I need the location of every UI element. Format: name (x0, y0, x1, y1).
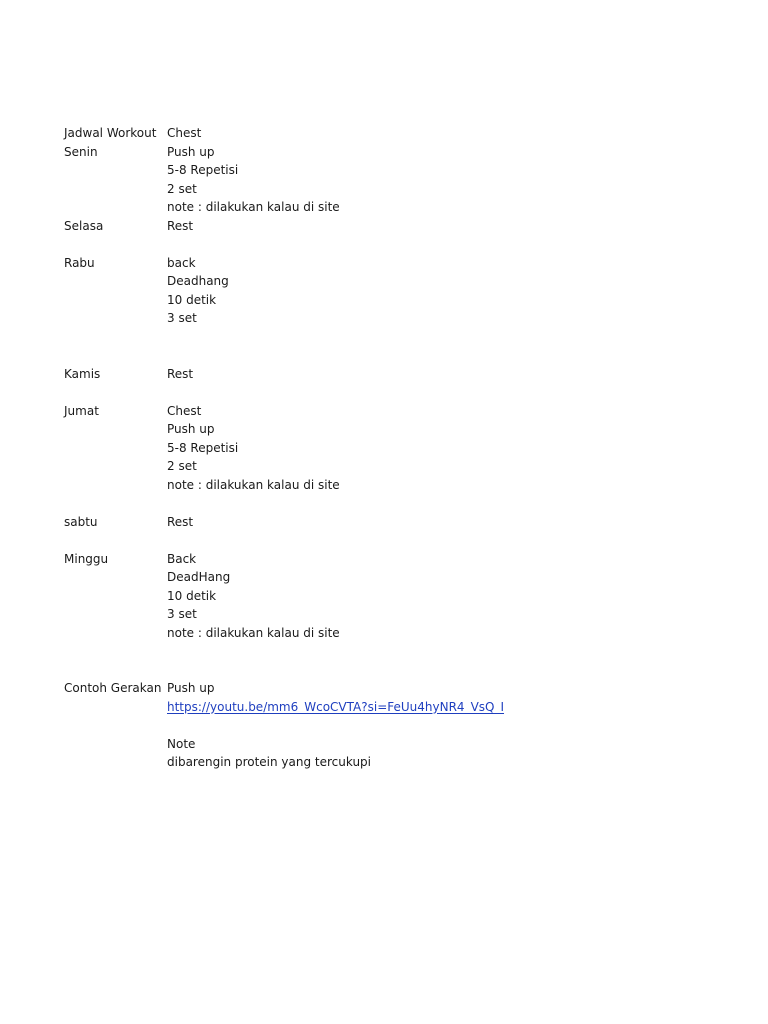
schedule-row (64, 568, 704, 587)
day-cell: Contoh Gerakan (64, 681, 162, 695)
activity-cell: Chest (167, 403, 202, 418)
day-cell: Jadwal Workout (64, 126, 157, 140)
schedule-row (64, 716, 704, 735)
schedule-row (64, 328, 704, 347)
activity-cell: 10 detik (167, 292, 217, 307)
schedule-row (64, 494, 704, 513)
activity-cell: Rest (167, 514, 194, 529)
schedule-row (64, 661, 704, 680)
schedule-row (64, 420, 704, 439)
schedule-row (64, 439, 704, 458)
schedule-row (64, 143, 704, 162)
activity-cell: DeadHang (167, 570, 231, 584)
day-cell: Senin (64, 144, 98, 159)
schedule-row (64, 309, 704, 328)
schedule-row (64, 550, 704, 569)
day-cell: Kamis (64, 366, 101, 381)
schedule-row (64, 587, 704, 606)
activity-cell: 5-8 Repetisi (167, 163, 239, 177)
activity-cell: note : dilakukan kalau di site (167, 625, 340, 640)
schedule-row (64, 291, 704, 310)
schedule-row (64, 698, 704, 717)
day-cell: Rabu (64, 255, 95, 270)
activity-cell: note : dilakukan kalau di site (167, 200, 340, 214)
schedule-row (64, 605, 704, 624)
activity-cell: Push up (167, 422, 215, 436)
activity-cell: Push up (167, 144, 215, 159)
schedule-row (64, 217, 704, 236)
activity-cell: 2 set (167, 181, 197, 196)
activity-cell: 5-8 Repetisi (167, 440, 239, 455)
schedule-row (64, 124, 704, 143)
schedule-row (64, 531, 704, 550)
schedule-row (64, 476, 704, 495)
schedule-row (64, 642, 704, 661)
activity-cell: dibarengin protein yang tercukupi (167, 755, 372, 769)
schedule-row (64, 402, 704, 421)
activity-cell: Rest (167, 366, 194, 381)
activity-cell: note : dilakukan kalau di site (167, 477, 340, 492)
activity-cell: Deadhang (167, 274, 229, 288)
schedule-row (64, 457, 704, 476)
schedule-row (64, 679, 704, 698)
video-link[interactable]: https://youtu.be/mm6_WcoCVTA?si=FeUu4hyNR4_VsQ_I (167, 699, 505, 714)
activity-cell: Back (167, 551, 197, 566)
activity-cell: Chest (167, 126, 202, 140)
schedule-row (64, 161, 704, 180)
schedule-row (64, 198, 704, 217)
schedule-row (64, 254, 704, 273)
day-cell: Minggu (64, 551, 109, 566)
activity-cell: 10 detik (167, 588, 217, 603)
schedule-row (64, 753, 704, 772)
activity-cell: Rest (167, 218, 194, 233)
schedule-row (64, 735, 704, 754)
activity-cell: 3 set (167, 311, 197, 325)
day-cell: sabtu (64, 514, 98, 529)
schedule-row (64, 272, 704, 291)
schedule-row (64, 383, 704, 402)
schedule-row (64, 624, 704, 643)
day-cell: Selasa (64, 218, 104, 233)
workout-schedule-sheet (64, 124, 704, 772)
activity-cell: Note (167, 736, 196, 751)
schedule-row (64, 235, 704, 254)
activity-cell: 2 set (167, 459, 197, 473)
schedule-row (64, 365, 704, 384)
schedule-row (64, 180, 704, 199)
activity-cell: back (167, 255, 196, 270)
activity-cell: Push up (167, 681, 215, 695)
schedule-row (64, 513, 704, 532)
day-cell: Jumat (64, 403, 99, 418)
schedule-row (64, 346, 704, 365)
activity-cell: 3 set (167, 607, 197, 621)
